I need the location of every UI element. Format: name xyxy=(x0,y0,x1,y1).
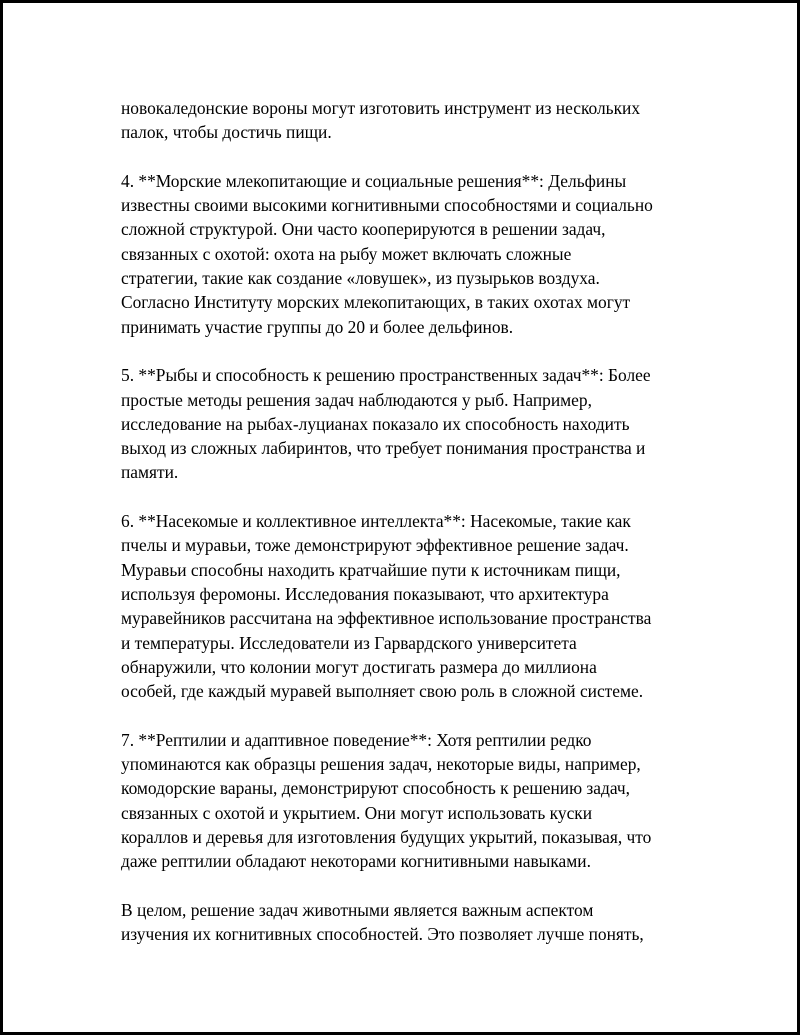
text-line: известны своими высокими когнитивными способностями и социально xyxy=(121,195,653,216)
paragraph xyxy=(121,363,696,484)
text-line: простые методы решения задач наблюдаются у рыб. Например, xyxy=(121,389,592,410)
text-line: комодорские вараны, демонстрируют способность к решению задач, xyxy=(121,778,630,799)
text-line: используя феромоны. Исследования показывают, что архитектура xyxy=(121,583,609,604)
text-line: Согласно Институту морских млекопитающих, в таких охотах могут xyxy=(121,292,631,313)
text-line: упоминаются как образцы решения задач, некоторые виды, например, xyxy=(121,754,641,775)
paragraph xyxy=(121,898,696,947)
text-line: пчелы и муравьи, тоже демонстрируют эффективное решение задач. xyxy=(121,535,629,556)
text-line: 5. **Рыбы и способность к решению пространственных задач**: Более xyxy=(121,365,651,386)
text-line: муравейников рассчитана на эффективное использование пространства xyxy=(121,608,652,629)
text-line: новокаледонские вороны могут изготовить инструмент из нескольких xyxy=(121,98,641,118)
text-line: 4. **Морские млекопитающие и социальные решения**: Дельфины xyxy=(121,170,627,191)
paragraph xyxy=(121,728,696,874)
text-line: В целом, решение задач животными является важным аспектом xyxy=(121,899,594,920)
paragraph xyxy=(121,96,696,145)
text-line: и температуры. Исследователи из Гарвардского университета xyxy=(121,632,577,653)
text-line: палок, чтобы достичь пищи. xyxy=(121,122,332,143)
text-line: принимать участие группы до 20 и более дельфинов. xyxy=(121,316,514,337)
text-line: даже рептилии обладают некоторами когнитивными навыками. xyxy=(121,851,591,872)
text-line: особей, где каждый муравей выполняет свою роль в сложной системе. xyxy=(121,681,644,702)
text-line: обнаружили, что колонии могут достигать размера до миллиона xyxy=(121,656,597,677)
text-line: исследование на рыбах-луцианах показало их способность находить xyxy=(121,413,630,434)
text-line: выход из сложных лабиринтов, что требует понимания пространства и xyxy=(121,438,646,459)
text-line: стратегии, такие как создание «ловушек», из пузырьков воздуха. xyxy=(121,268,600,289)
text-line: памяти. xyxy=(121,462,179,483)
text-line: кораллов и деревья для изготовления будущих укрытий, показывая, что xyxy=(121,826,652,847)
text-line: 7. **Рептилии и адаптивное поведение**: Хотя рептилии редко xyxy=(121,729,592,750)
text-line: связанных с охотой: охота на рыбу может включать сложные xyxy=(121,243,572,264)
paragraph xyxy=(121,169,696,339)
text-line: 6. **Насекомые и коллективное интеллекта**: Насекомые, такие как xyxy=(121,511,631,532)
text-line: изучения их когнитивных способностей. Это позволяет лучше понять, xyxy=(121,924,644,945)
document-body xyxy=(121,96,696,971)
text-line: связанных с охотой и укрытием. Они могут использовать куски xyxy=(121,802,593,823)
text-line: Муравьи способны находить кратчайшие пути к источникам пищи, xyxy=(121,559,621,580)
text-line: сложной структурой. Они часто кооперируются в решении задач, xyxy=(121,219,606,240)
paragraph xyxy=(121,509,696,703)
